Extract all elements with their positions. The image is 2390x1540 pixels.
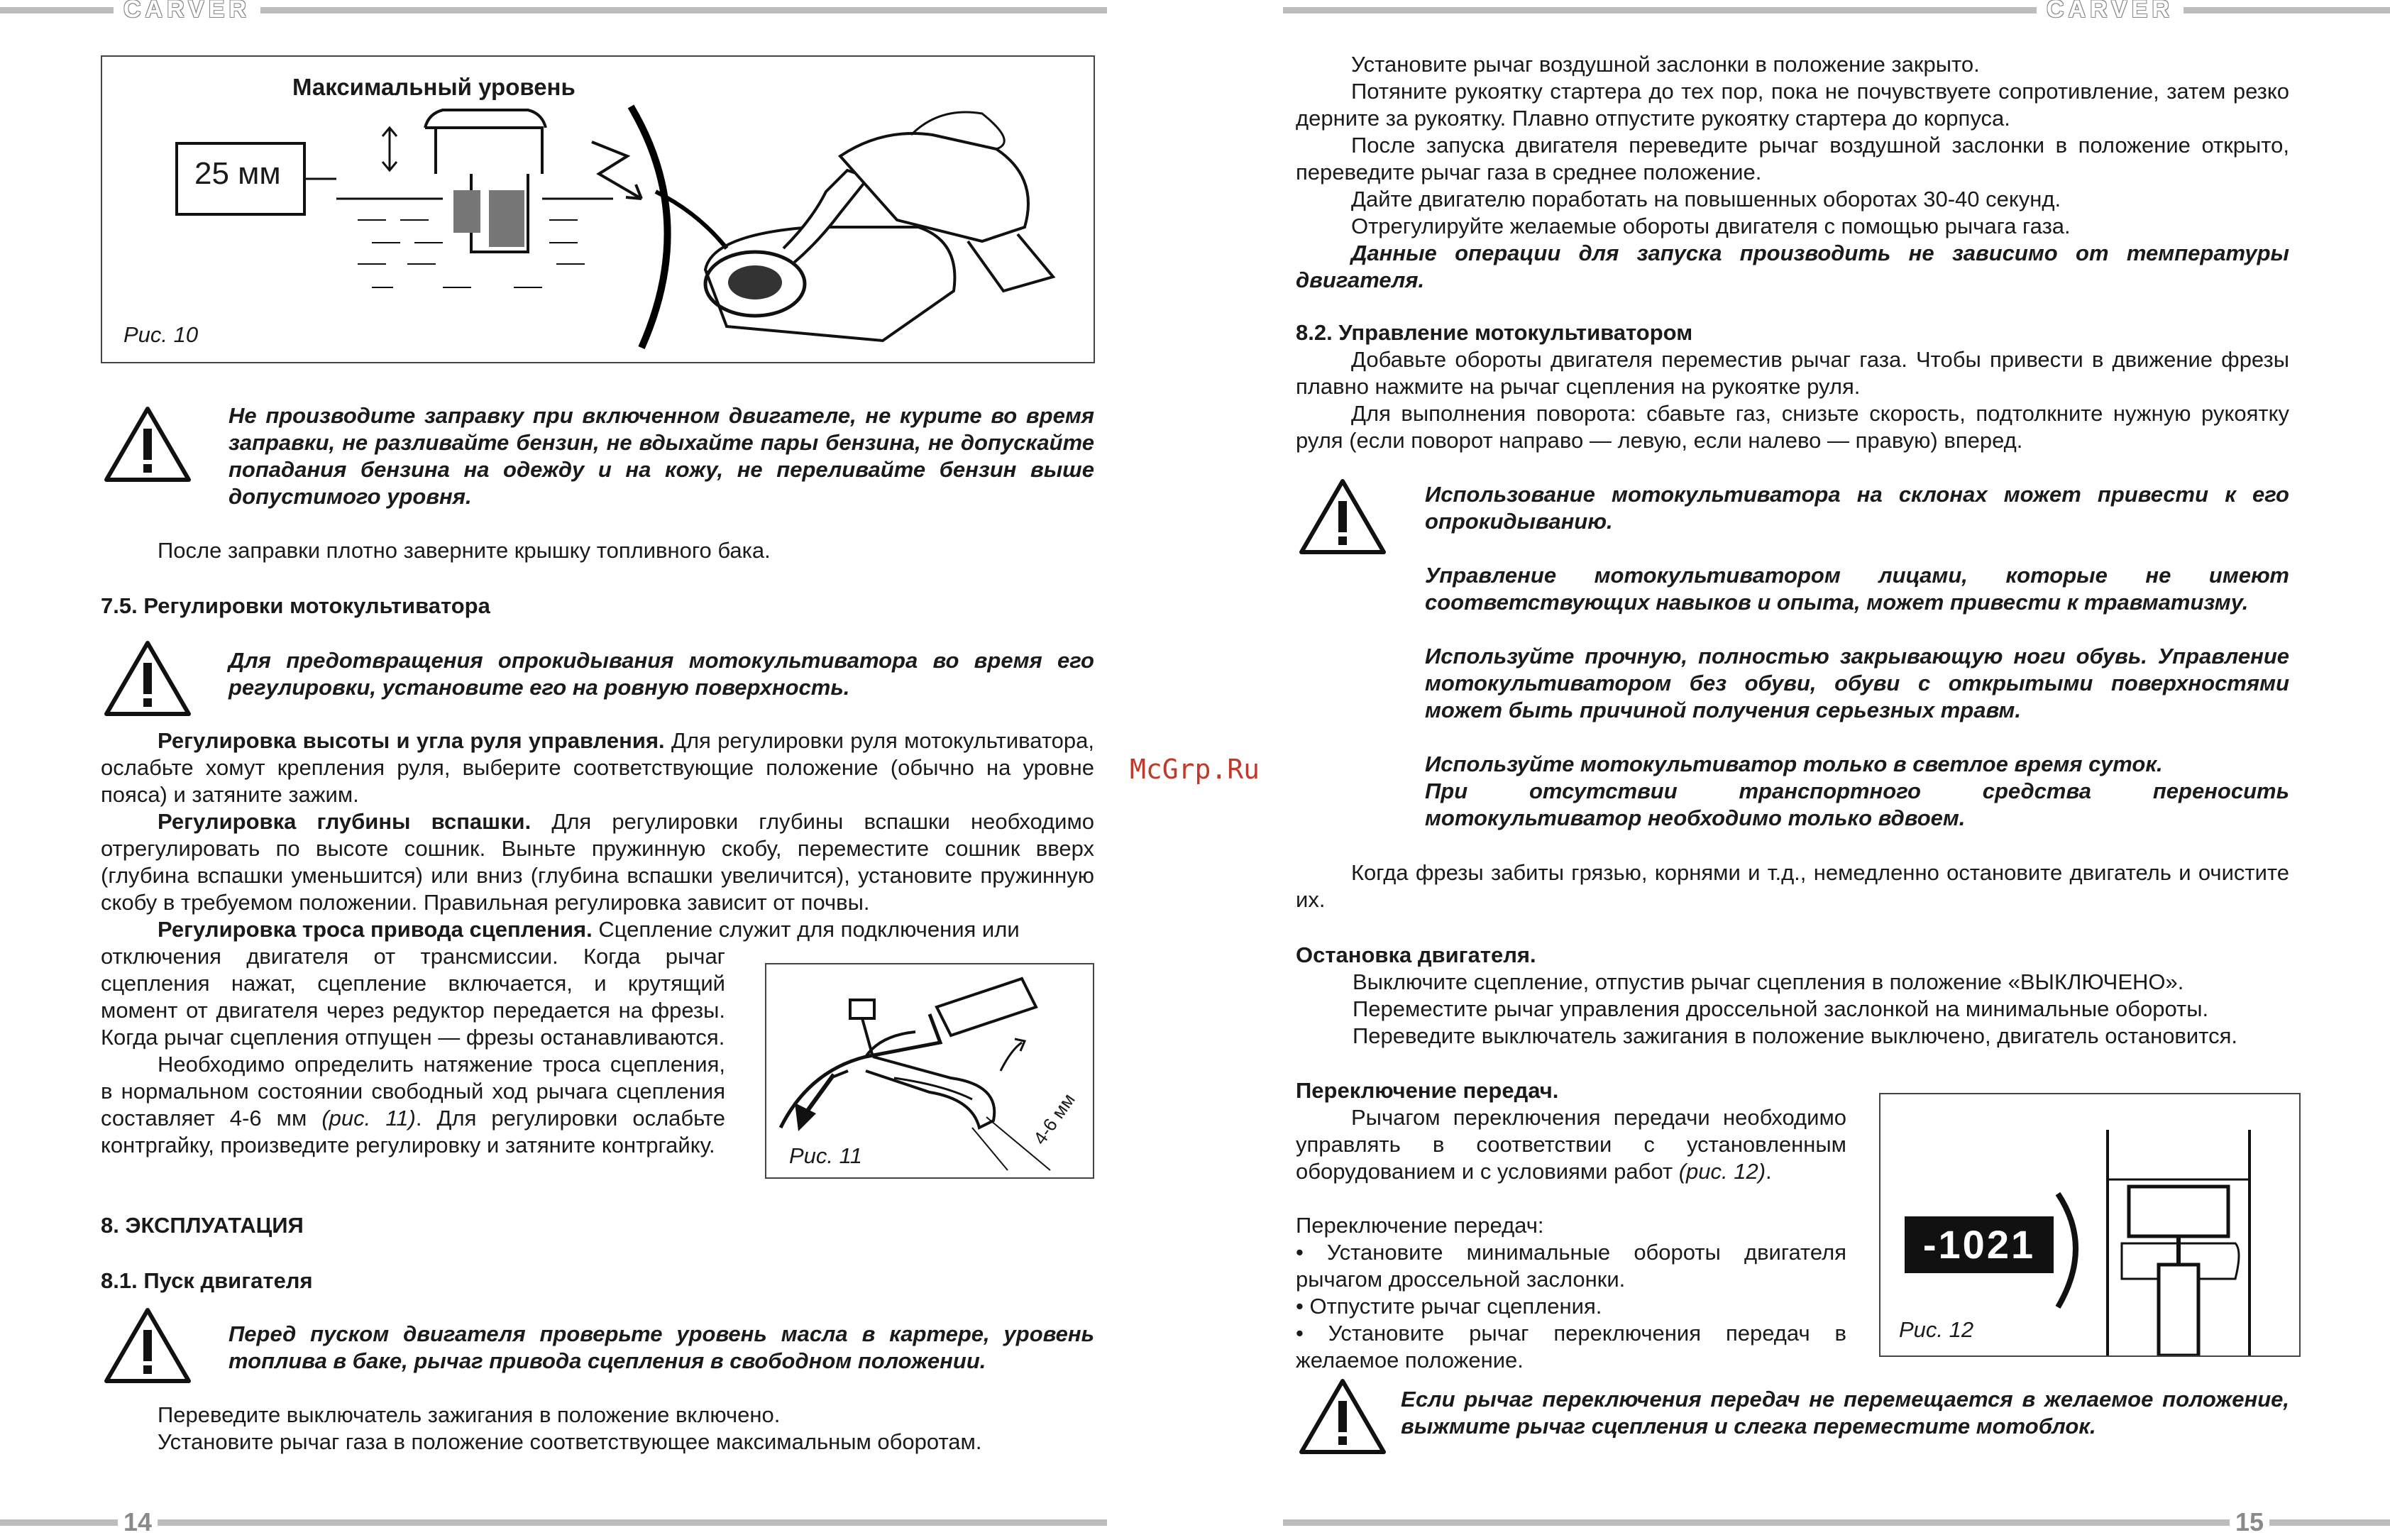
warning-gear-text: Если рычаг переключения передач не перемещается в желаемое положение, выжмите рычаг сцепления и слегка переместите мотоблок. [1401, 1387, 2289, 1439]
figure-10-label: 25 мм [194, 156, 281, 191]
clutch-text: отключения двигателя от трансмиссии. Когда рычаг сцепления нажат, сцепление включается, и крутящий момент от двигателя через редуктор передается на фрезы. Когда рычаг сцепления отпущен — фрезы останавливаются. [101, 944, 725, 1050]
figure-12 [1879, 1093, 2301, 1357]
section-7-5-title: 7.5. Регулировки мотокультиватора [101, 593, 490, 618]
figure-11 [765, 963, 1094, 1179]
adjust-height-text: Для регулировки руля мотокультиватора, ослабьте хомут крепления руля, выберите соответствующие положение (обычно на уровне пояса) и затяните зажим. [101, 728, 1095, 807]
adjust-paragraphs [101, 727, 1094, 943]
start-step-3: Установите рычаг воздушной заслонки в положение закрыто. [1351, 52, 1980, 77]
gear-text-end: . [1766, 1159, 1772, 1184]
warning-untrained: Управление мотокультиватором лицами, которые не имеют соответствующих навыков и опыта, может привести к травматизму. [1425, 563, 2289, 615]
stop-steps [1353, 969, 2296, 1050]
start-step-5: После запуска двигателя переведите рычаг воздушной заслонки в положение открыто, переведите рычаг газа в среднее положение. [1296, 133, 2289, 185]
brand-logo-left: CARVER [114, 0, 260, 18]
warning-icon [1297, 1377, 1388, 1460]
clean-text: Когда фрезы забиты грязью, корнями и т.д., немедленно остановите двигатель и очистите их. [1296, 860, 2289, 912]
warning-icon [102, 639, 193, 722]
warning-start-text: Перед пуском двигателя проверьте уровень масла в картере, уровень топлива в баке, рычаг привода сцепления в свободном положении. [228, 1321, 1094, 1373]
gear-bullet-1: • Установите минимальные обороты двигателя рычагом дроссельной заслонки. [1296, 1240, 1846, 1292]
figure-12-reference: (рис. 12) [1678, 1159, 1766, 1184]
control-text-2: Для выполнения поворота: сбавьте газ, снизьте скорость, подтолкните нужную рукоятку руля (если поворот направо — левую, если налево — правую) вперед. [1296, 401, 2289, 453]
start-note: Данные операции для запуска производить не зависимо от температуры двигателя. [1296, 241, 2289, 292]
control-text-1: Добавьте обороты двигателя переместив рычаг газа. Чтобы привести в движение фрезы плавно нажмите на рычаг сцепления на рукоятке руля. [1296, 347, 2289, 399]
section-8-title: 8. ЭКСПЛУАТАЦИЯ [101, 1213, 304, 1238]
start-step-6: Дайте двигателю поработать на повышенных оборотах 30-40 секунд. [1351, 187, 2061, 211]
warning-slopes: Использование мотокультиватора на склонах может привести к его опрокидыванию. [1425, 482, 2289, 534]
figure-12-label: -1021 [1905, 1216, 2054, 1273]
page-number-right: 15 [2230, 1505, 2269, 1540]
gear-paragraphs [1296, 1104, 1846, 1374]
figure-10 [101, 55, 1095, 363]
adjust-clutch-text: Сцепление служит для подключения или [592, 917, 1020, 942]
warning-safety-block [1425, 481, 2289, 832]
figure-10-title: Максимальный уровень [292, 74, 576, 100]
adjust-clutch-title: Регулировка троса привода сцепления. [158, 917, 593, 942]
warning-daylight: Используйте мотокультиватор только в светлое время суток. [1425, 752, 2163, 776]
header-rule-right [1283, 7, 2390, 13]
figure-11-reference: (рис. 11) [321, 1106, 416, 1131]
section-8-2-title: 8.2. Управление мотокультиватором [1296, 320, 1693, 345]
figure-10-caption: Рис. 10 [123, 322, 199, 347]
warning-footwear: Используйте прочную, полностью закрывающую ноги обувь. Управление мотокультиватором без обуви, обуви с открытыми поверхностями может быть причиной получения серьезных травм. [1425, 644, 2289, 722]
figure-12-caption: Рис. 12 [1899, 1317, 1974, 1342]
start-step-1: Переведите выключатель зажигания в положение включено. [158, 1402, 781, 1427]
gear-bullet-3: • Установите рычаг переключения передач в желаемое положение. [1296, 1321, 1846, 1373]
fuel-fill-illustration [102, 57, 1094, 362]
clutch-tension-text: Необходимо определить натяжение троса сцепления, в нормальном состоянии свободный ход рычага сцепления составляет 4-6 мм [101, 1052, 725, 1131]
figure-11-label: 4-6 мм [1029, 1089, 1079, 1149]
adjust-height-title: Регулировка высоты и угла руля управления. [158, 728, 665, 753]
section-8-1-title: 8.1. Пуск двигателя [101, 1268, 313, 1293]
start-step-7: Отрегулируйте желаемые обороты двигателя с помощью рычага газа. [1351, 214, 2071, 238]
gear-bullet-2: • Отпустите рычаг сцепления. [1296, 1294, 1602, 1319]
warning-adjust-text: Для предотвращения опрокидывания мотокультиватора во время его регулировки, установите его на ровную поверхность. [228, 648, 1094, 700]
gear-subtitle: Переключение передач: [1296, 1213, 1544, 1238]
stop-step-3: Переведите выключатель зажигания в положение выключено, двигатель остановится. [1353, 1023, 2237, 1048]
gear-title: Переключение передач. [1296, 1078, 1559, 1103]
warning-carry: При отсутствии транспортного средства переносить мотокультиватор необходимо только вдвоем. [1425, 779, 2289, 830]
stop-step-1: Выключите сцепление, отпустив рычаг сцепления в положение «ВЫКЛЮЧЕНО». [1353, 969, 2184, 994]
adjust-depth-text: Для регулировки глубины вспашки необходимо отрегулировать по высоте сошник. Выньте пружинную скобу, переместите сошник вверх (глубина вспашки уменьшится) или вниз (глубина вспашки увеличится), установите пружинную скобу в требуемом положении. Правильная регулировка зависит от почвы. [101, 809, 1095, 915]
start-steps [158, 1402, 1094, 1456]
footer-rule-left [0, 1519, 1107, 1526]
figure-11-caption: Рис. 11 [789, 1143, 862, 1168]
warning-fuel-text: Не производите заправку при включенном двигателе, не курите во время заправки, не разливайте бензин, не вдыхайте пары бензина, не допускайте попадания бензина на одежду и на кожу, не переливайте бензин выше допустимого уровня. [228, 403, 1094, 509]
start-procedure [1296, 51, 2289, 294]
page-number-left: 14 [118, 1505, 158, 1540]
brand-logo-right: CARVER [2037, 0, 2184, 18]
stop-step-2: Переместите рычаг управления дроссельной заслонкой на минимальные обороты. [1353, 996, 2209, 1021]
footer-rule-right [1283, 1519, 2390, 1526]
clean-paragraph [1296, 859, 2289, 913]
warning-icon [102, 1306, 193, 1389]
control-paragraphs [1296, 346, 2289, 454]
after-fuel-paragraph: После заправки плотно заверните крышку топливного бака. [158, 538, 771, 563]
clutch-tension-text-end: . Для регулировки ослабьте контргайку, произведите регулировку и затяните контргайку. [101, 1106, 725, 1157]
start-step-4: Потяните рукоятку стартера до тех пор, пока не почувствуете сопротивление, затем резко дерните за рукоятку. Плавно отпустите рукоятку стартера до корпуса. [1296, 79, 2289, 131]
clutch-paragraphs [101, 943, 725, 1159]
watermark: McGrp.Ru [1130, 754, 1260, 785]
warning-icon [102, 405, 193, 488]
warning-icon [1297, 477, 1388, 560]
stop-title: Остановка двигателя. [1296, 942, 1536, 967]
start-step-2: Установите рычаг газа в положение соответствующее максимальным оборотам. [158, 1429, 982, 1454]
adjust-depth-title: Регулировка глубины вспашки. [158, 809, 532, 834]
gear-text: Рычагом переключения передачи необходимо управлять в соответствии с установленным оборудованием и с условиями работ [1296, 1105, 1846, 1184]
